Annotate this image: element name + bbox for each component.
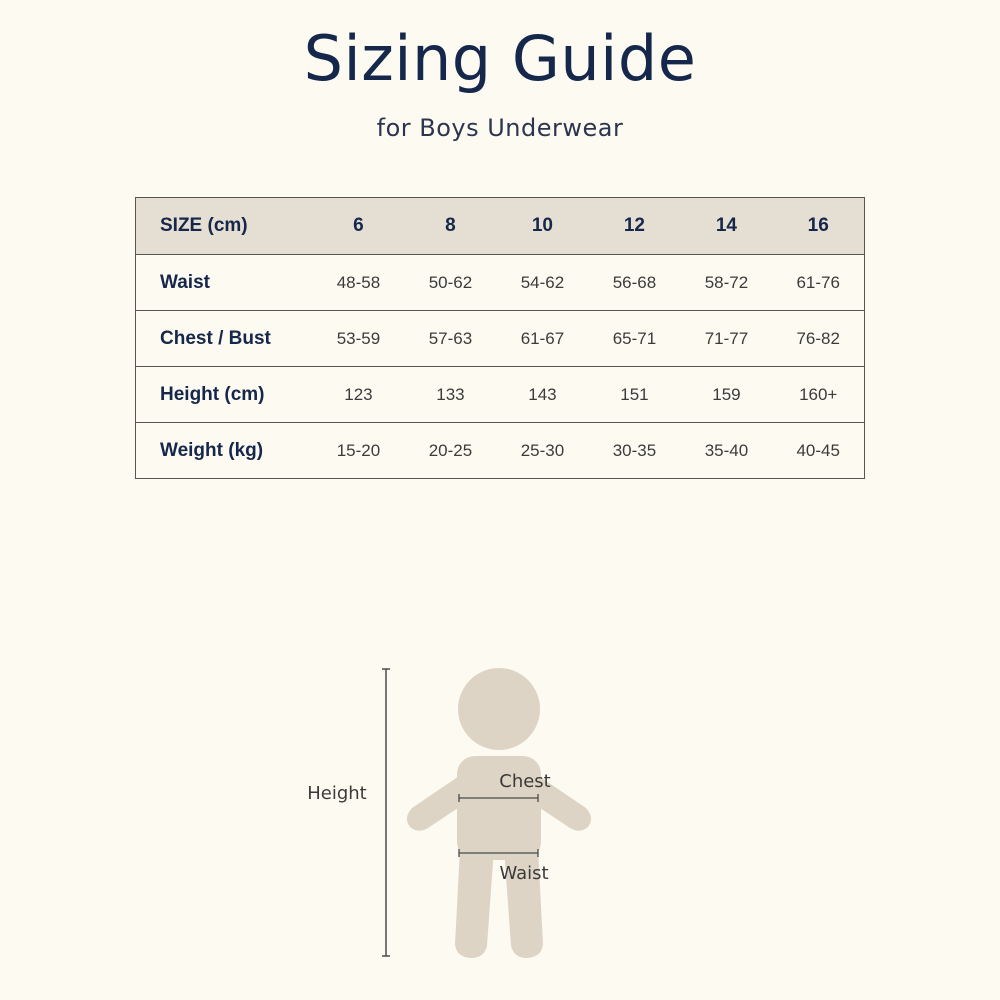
chest-label: Chest: [499, 771, 551, 792]
table-cell: 56-68: [588, 255, 680, 311]
row-label: Weight (kg): [136, 423, 313, 479]
row-label: Waist: [136, 255, 313, 311]
table-cell: 25-30: [496, 423, 588, 479]
size-column-header: 12: [588, 198, 680, 255]
table-cell: 35-40: [680, 423, 772, 479]
waist-label: Waist: [499, 863, 549, 884]
table-cell: 54-62: [496, 255, 588, 311]
page-title: Sizing Guide: [303, 22, 697, 95]
table-cell: 30-35: [588, 423, 680, 479]
table-cell: 61-76: [772, 255, 864, 311]
page-subtitle: for Boys Underwear: [376, 114, 624, 142]
table-cell: 123: [312, 367, 404, 423]
table-cell: 133: [404, 367, 496, 423]
table-cell: 160+: [772, 367, 864, 423]
table-cell: 71-77: [680, 311, 772, 367]
size-column-header: 14: [680, 198, 772, 255]
table-cell: 20-25: [404, 423, 496, 479]
table-cell: 58-72: [680, 255, 772, 311]
table-cell: 159: [680, 367, 772, 423]
table-cell: 15-20: [312, 423, 404, 479]
table-cell: 143: [496, 367, 588, 423]
height-label: Height: [307, 783, 367, 804]
height-ruler: [382, 669, 390, 956]
table-cell: 53-59: [312, 311, 404, 367]
size-column-header: 10: [496, 198, 588, 255]
size-header-label: SIZE (cm): [136, 198, 313, 255]
table-cell: 48-58: [312, 255, 404, 311]
row-label: Chest / Bust: [136, 311, 313, 367]
table-cell: 50-62: [404, 255, 496, 311]
table-cell: 65-71: [588, 311, 680, 367]
size-column-header: 6: [312, 198, 404, 255]
table-cell: 40-45: [772, 423, 864, 479]
row-label: Height (cm): [136, 367, 313, 423]
table-cell: 151: [588, 367, 680, 423]
child-figure-icon: [407, 668, 591, 958]
table-cell: 57-63: [404, 311, 496, 367]
table-cell: 61-67: [496, 311, 588, 367]
table-cell: 76-82: [772, 311, 864, 367]
size-column-header: 8: [404, 198, 496, 255]
size-column-header: 16: [772, 198, 864, 255]
